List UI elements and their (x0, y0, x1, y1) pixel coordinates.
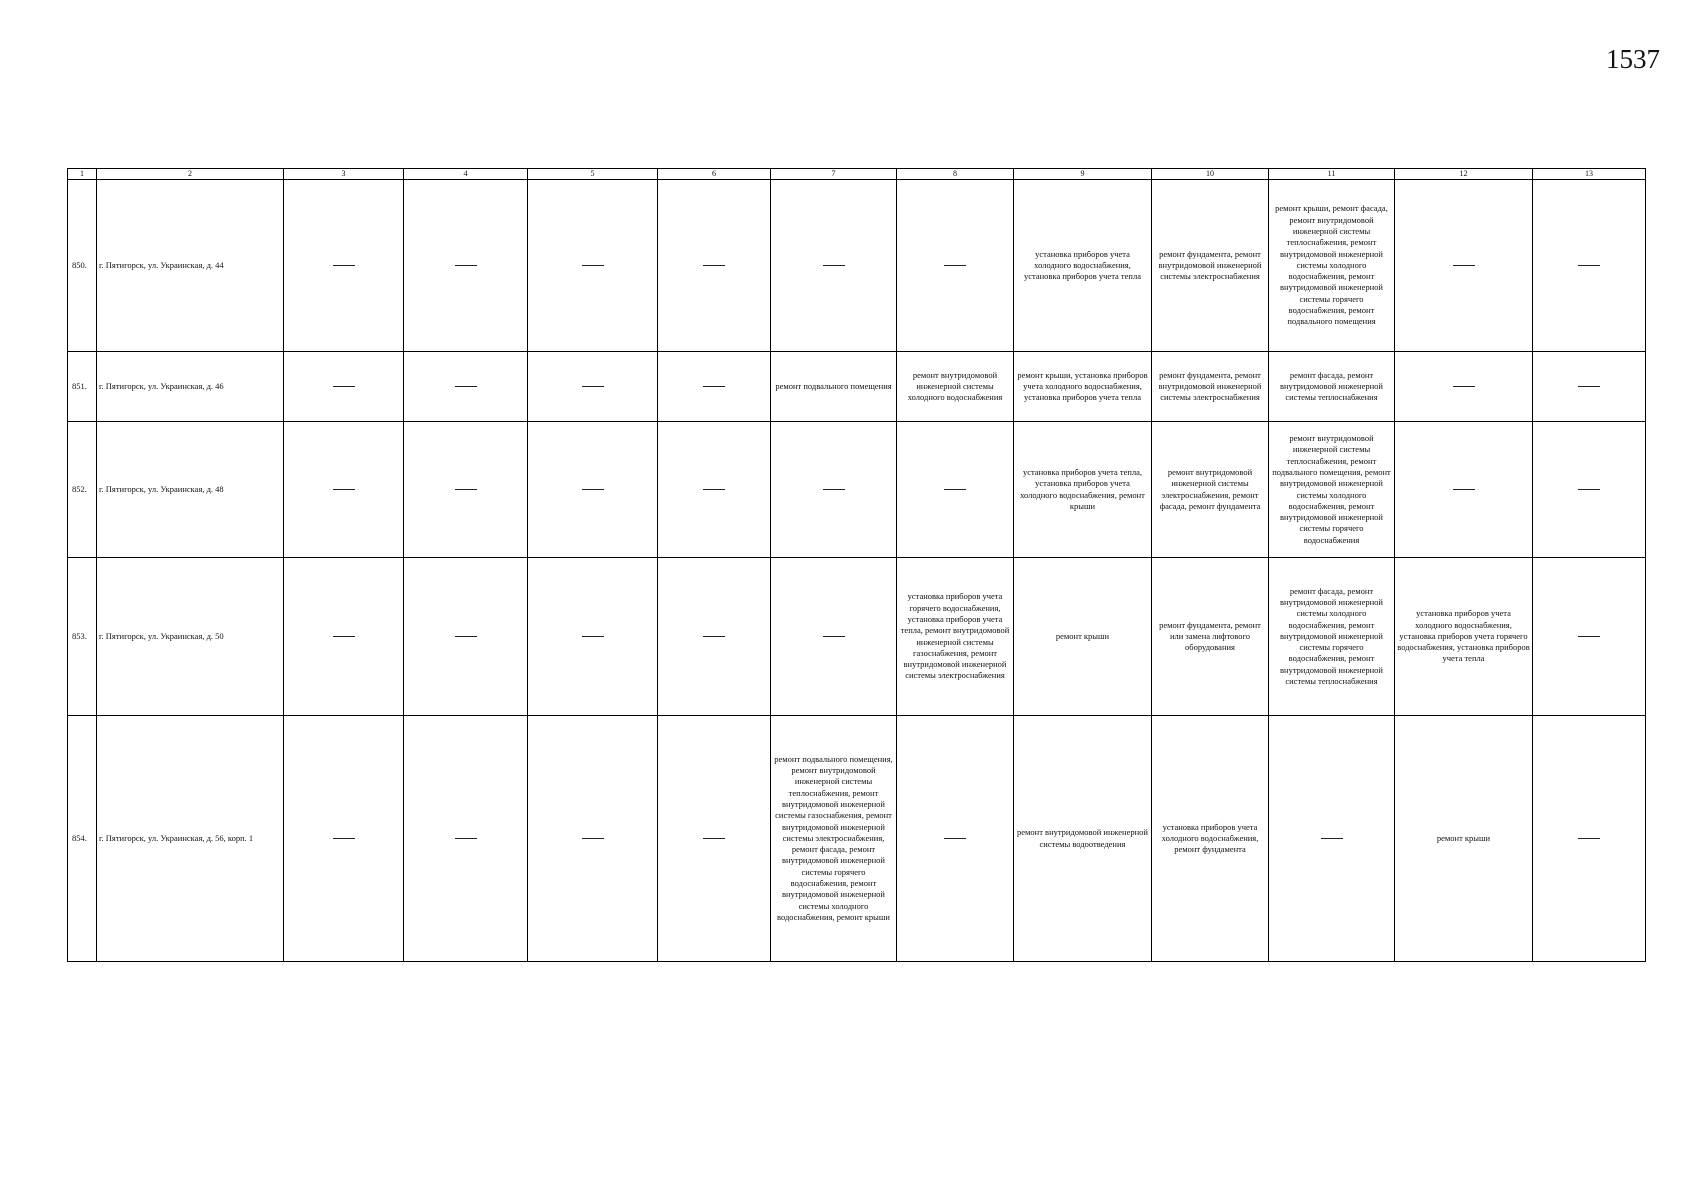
empty-cell (404, 558, 528, 716)
work-type-text: установка приборов учета тепла, установка приборов учета холодного водоснабжения, ремонт крыши (1020, 466, 1145, 511)
table-row (68, 422, 1646, 558)
work-type-cell (1014, 352, 1152, 422)
work-type-text: установка приборов учета холодного водоснабжения, ремонт фундамента (1161, 821, 1259, 855)
dash-mark (703, 838, 725, 839)
dash-mark (582, 489, 604, 490)
dash-mark (1453, 386, 1475, 387)
empty-cell (404, 716, 528, 962)
work-type-cell (1014, 180, 1152, 352)
work-type-cell (1269, 352, 1395, 422)
empty-cell (404, 352, 528, 422)
dash-mark (703, 265, 725, 266)
page-number: 1537 (1606, 44, 1660, 74)
work-type-cell (1014, 716, 1152, 962)
work-type-text: ремонт крыши, ремонт фасада, ремонт внутридомовой инженерной системы теплоснабжения, ремонт внутридомовой инженерной системы холодного водоснабжения, ремонт внутридомовой инженерной системы горячего водоснабжения, ремонт подвального помещения (1275, 203, 1388, 327)
dash-mark (582, 636, 604, 637)
dash-mark (944, 265, 966, 266)
empty-cell (897, 422, 1014, 558)
column-header: 9 (1014, 169, 1152, 180)
empty-cell (1395, 352, 1533, 422)
address-cell: г. Пятигорск, ул. Украинская, д. 44 (97, 180, 284, 352)
empty-cell (658, 352, 771, 422)
dash-mark (455, 636, 477, 637)
empty-cell (771, 558, 897, 716)
work-type-text: ремонт фундамента, ремонт внутридомовой инженерной системы электроснабжения (1158, 248, 1262, 282)
empty-cell (528, 716, 658, 962)
dash-mark (703, 489, 725, 490)
empty-cell (658, 716, 771, 962)
address-cell: г. Пятигорск, ул. Украинская, д. 56, корп. 1 (97, 716, 284, 962)
address-cell: г. Пятигорск, ул. Украинская, д. 50 (97, 558, 284, 716)
empty-cell (1533, 716, 1646, 962)
work-type-cell (1014, 558, 1152, 716)
column-header: 11 (1269, 169, 1395, 180)
row-number: 854. (68, 716, 97, 962)
column-header: 5 (528, 169, 658, 180)
work-type-cell (1269, 422, 1395, 558)
empty-cell (897, 716, 1014, 962)
work-type-cell (1269, 558, 1395, 716)
dash-mark (333, 386, 355, 387)
empty-cell (1533, 422, 1646, 558)
header-row (68, 169, 1646, 180)
work-type-cell (1152, 716, 1269, 962)
column-header: 2 (97, 169, 284, 180)
dash-mark (823, 489, 845, 490)
work-type-text: ремонт крыши, установка приборов учета холодного водоснабжения, установка приборов учета тепла (1017, 369, 1148, 403)
work-type-text: ремонт внутридомовой инженерной системы электроснабжения, ремонт фасада, ремонт фундамента (1159, 466, 1261, 511)
empty-cell (1533, 352, 1646, 422)
table-row (68, 180, 1646, 352)
dash-mark (582, 386, 604, 387)
dash-mark (1578, 838, 1600, 839)
work-type-cell (1152, 558, 1269, 716)
column-header: 12 (1395, 169, 1533, 180)
table-row (68, 352, 1646, 422)
empty-cell (284, 558, 404, 716)
row-number: 852. (68, 422, 97, 558)
work-type-text: ремонт фундамента, ремонт или замена лифтового оборудования (1159, 619, 1261, 653)
dash-mark (1321, 838, 1343, 839)
work-type-text: ремонт крыши (1055, 630, 1110, 641)
empty-cell (1533, 558, 1646, 716)
dash-mark (582, 265, 604, 266)
dash-mark (455, 838, 477, 839)
row-number: 853. (68, 558, 97, 716)
empty-cell (658, 422, 771, 558)
empty-cell (1533, 180, 1646, 352)
empty-cell (1395, 422, 1533, 558)
work-type-text: ремонт подвального помещения (775, 380, 892, 391)
empty-cell (284, 180, 404, 352)
work-type-cell (1395, 716, 1533, 962)
work-type-cell (1152, 180, 1269, 352)
dash-mark (455, 386, 477, 387)
table-row (68, 558, 1646, 716)
dash-mark (1453, 265, 1475, 266)
empty-cell (284, 422, 404, 558)
dash-mark (1578, 636, 1600, 637)
dash-mark (1578, 265, 1600, 266)
empty-cell (658, 180, 771, 352)
dash-mark (944, 838, 966, 839)
row-number: 851. (68, 352, 97, 422)
column-header: 1 (68, 169, 97, 180)
empty-cell (284, 716, 404, 962)
column-header: 4 (404, 169, 528, 180)
work-type-cell (1152, 422, 1269, 558)
empty-cell (897, 180, 1014, 352)
work-type-cell (897, 558, 1014, 716)
work-type-cell (771, 716, 897, 962)
column-header: 13 (1533, 169, 1646, 180)
work-type-text: установка приборов учета горячего водоснабжения, установка приборов учета тепла, ремонт внутридомовой инженерной системы газоснабжения, ремонт внутридомовой инженерной системы электроснабжения (900, 591, 1010, 681)
work-type-cell (1014, 422, 1152, 558)
work-type-text: установка приборов учета холодного водоснабжения, установка приборов учета тепла (1024, 248, 1141, 282)
empty-cell (771, 422, 897, 558)
empty-cell (404, 422, 528, 558)
empty-cell (528, 352, 658, 422)
work-type-text: установка приборов учета холодного водоснабжения, установка приборов учета горячего водоснабжения, установка приборов учета тепла (1397, 608, 1530, 664)
work-type-cell (1269, 180, 1395, 352)
empty-cell (771, 180, 897, 352)
dash-mark (333, 838, 355, 839)
dash-mark (455, 265, 477, 266)
dash-mark (823, 265, 845, 266)
column-header: 8 (897, 169, 1014, 180)
empty-cell (658, 558, 771, 716)
work-type-text: ремонт фасада, ремонт внутридомовой инженерной системы холодного водоснабжения, ремонт внутридомовой инженерной системы горячего водоснабжения, ремонт внутридомовой инженерной системы теплоснабжения (1280, 585, 1383, 687)
dash-mark (333, 265, 355, 266)
column-header: 6 (658, 169, 771, 180)
work-type-text: ремонт фундамента, ремонт внутридомовой инженерной системы электроснабжения (1158, 369, 1262, 403)
work-type-cell (1395, 558, 1533, 716)
column-header: 3 (284, 169, 404, 180)
row-number: 850. (68, 180, 97, 352)
empty-cell (528, 180, 658, 352)
dash-mark (582, 838, 604, 839)
work-type-text: ремонт внутридомовой инженерной системы холодного водоснабжения (907, 369, 1003, 403)
dash-mark (1578, 489, 1600, 490)
dash-mark (823, 636, 845, 637)
work-type-text: ремонт подвального помещения, ремонт внутридомовой инженерной системы теплоснабжения, ремонт внутридомовой инженерной системы газоснабжения, ремонт внутридомовой инженерной системы электроснабжения, ремонт фасада, ремонт внутридомовой инженерной системы горячего водоснабжения, ремонт внутридомовой инженерной системы холодного водоснабжения, ремонт крыши (774, 753, 893, 922)
dash-mark (333, 636, 355, 637)
work-type-text: ремонт внутридомовой инженерной системы теплоснабжения, ремонт подвального помещения, ремонт внутридомовой инженерной системы холодного водоснабжения, ремонт внутридомовой инженерной системы горячего водоснабжения (1272, 433, 1391, 545)
capital-repair-table (67, 168, 1646, 962)
dash-mark (1578, 386, 1600, 387)
work-type-cell (897, 352, 1014, 422)
work-type-cell (1152, 352, 1269, 422)
column-header: 10 (1152, 169, 1269, 180)
address-cell: г. Пятигорск, ул. Украинская, д. 48 (97, 422, 284, 558)
empty-cell (528, 422, 658, 558)
dash-mark (703, 636, 725, 637)
work-type-cell (771, 352, 897, 422)
dash-mark (944, 489, 966, 490)
work-type-text: ремонт крыши (1436, 832, 1491, 843)
table-row (68, 716, 1646, 962)
work-type-text: ремонт фасада, ремонт внутридомовой инженерной системы теплоснабжения (1280, 369, 1383, 403)
empty-cell (1269, 716, 1395, 962)
empty-cell (1395, 180, 1533, 352)
empty-cell (528, 558, 658, 716)
dash-mark (333, 489, 355, 490)
column-header: 7 (771, 169, 897, 180)
dash-mark (455, 489, 477, 490)
empty-cell (284, 352, 404, 422)
empty-cell (404, 180, 528, 352)
dash-mark (1453, 489, 1475, 490)
address-cell: г. Пятигорск, ул. Украинская, д. 46 (97, 352, 284, 422)
dash-mark (703, 386, 725, 387)
work-type-text: ремонт внутридомовой инженерной системы водоотведения (1017, 827, 1148, 849)
